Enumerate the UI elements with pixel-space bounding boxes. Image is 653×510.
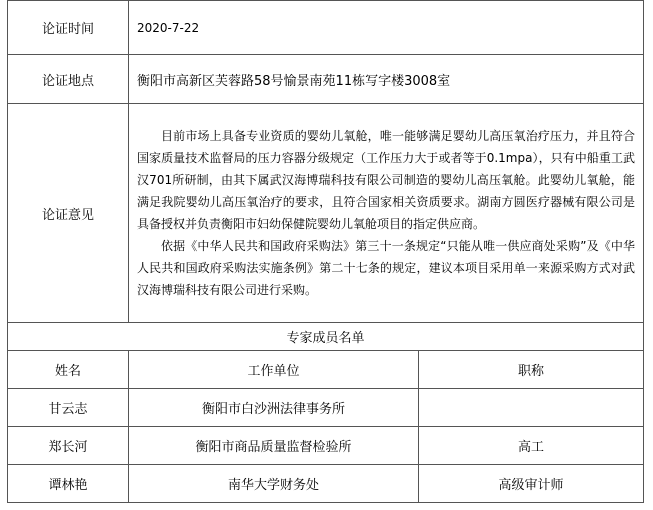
row-expert-header	[8, 351, 644, 389]
expert-title	[419, 389, 644, 427]
review-opinion-text	[129, 104, 644, 323]
expert-list-title: 专家成员名单	[8, 323, 644, 351]
expert-title: 高级审计师	[419, 465, 644, 503]
review-opinion-label: 论证意见	[8, 104, 129, 323]
expert-title: 高工	[419, 427, 644, 465]
table-row	[8, 389, 644, 427]
review-table	[7, 0, 644, 503]
row-review-opinion	[8, 104, 644, 323]
opinion-paragraph: 目前市场上具备专业资质的婴幼儿氧舱，唯一能够满足婴幼儿高压氧治疗压力，并且符合国家质量技术监督局的压力容器分级规定（工作压力大于或者等于0.1mpa），只有中船重工武汉701所研制，由其下属武汉海博瑞科技有限公司制造的婴幼儿高压氧舱。此婴幼儿氧舱，能满足我院婴幼儿高压氧治疗的要求，且符合国家相关资质要求。湖南方圆医疗器械有限公司是具备授权并负责衡阳市妇幼保健院婴幼儿氧舱项目的指定供应商。	[137, 129, 635, 231]
expert-unit: 衡阳市商品质量监督检验所	[129, 427, 419, 465]
col-header-title: 职称	[419, 351, 644, 389]
expert-unit: 南华大学财务处	[129, 465, 419, 503]
review-time-label: 论证时间	[8, 1, 129, 55]
table-row	[8, 465, 644, 503]
opinion-paragraph: 依据《中华人民共和国政府采购法》第三十一条规定“只能从唯一供应商处采购”及《中华人民共和国政府采购法实施条例》第二十七条的规定，建议本项目采用单一来源采购方式对武汉海博瑞科技有限公司进行采购。	[137, 239, 635, 297]
col-header-unit: 工作单位	[129, 351, 419, 389]
row-review-place	[8, 55, 644, 104]
expert-name: 谭林艳	[8, 465, 129, 503]
review-place-label: 论证地点	[8, 55, 129, 104]
expert-name: 甘云志	[8, 389, 129, 427]
review-place-value: 衡阳市高新区芙蓉路58号愉景南苑11栋写字楼3008室	[129, 55, 644, 104]
review-time-value: 2020-7-22	[129, 1, 644, 55]
row-expert-title	[8, 323, 644, 351]
expert-name: 郑长河	[8, 427, 129, 465]
expert-review-form	[7, 0, 643, 503]
row-review-time	[8, 1, 644, 55]
col-header-name: 姓名	[8, 351, 129, 389]
expert-unit: 衡阳市白沙洲法律事务所	[129, 389, 419, 427]
table-row	[8, 427, 644, 465]
